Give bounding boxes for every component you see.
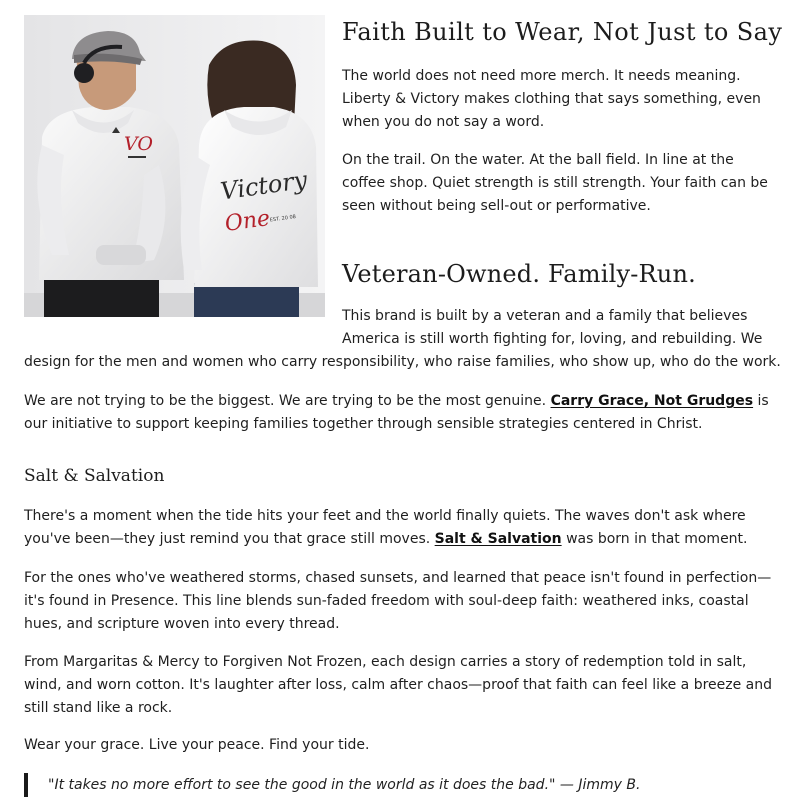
section-heading-faith: Faith Built to Wear, Not Just to Say xyxy=(342,18,783,46)
text-segment: We are not trying to be the biggest. We are trying to be the most genuine. xyxy=(24,393,551,409)
paragraph-salt-3: From Margaritas & Mercy to Forgiven Not Frozen, each design carries a story of redemption told in salt, wind, and worn cotton. It's laughter after loss, calm after chaos—proof that faith can feel like a breeze and still stand like a rock. xyxy=(24,654,773,716)
front-logo: VO xyxy=(124,133,153,155)
back-logo-top: Victory xyxy=(218,165,309,206)
paragraph-veteran-2 xyxy=(24,390,776,436)
salt-salvation-link[interactable]: Salt & Salvation xyxy=(434,531,562,547)
blockquote xyxy=(24,773,776,797)
paragraph-faith-2: On the trail. On the water. At the ball field. In line at the coffee shop. Quiet strength is still strength. Your faith can be seen without being sell-out or performative. xyxy=(342,152,768,214)
paragraph-veteran-1-end: design for the men and women who carry responsibility, who raise families, who show up, who do the work. xyxy=(24,354,781,370)
text-segment: was born in that moment. xyxy=(561,531,748,547)
paragraph-salt-4: Wear your grace. Live your peace. Find your tide. xyxy=(24,737,370,753)
paragraph-veteran-1-start: This brand is built by a veteran and a family that believes America is still worth fighting for, loving, and rebuilding. We xyxy=(342,308,763,347)
text-segment: is our initiative to support keeping families together through sensible strategies centered in Christ. xyxy=(24,393,769,432)
carry-grace-link[interactable]: Carry Grace, Not Grudges xyxy=(550,393,754,409)
paragraph-salt-2: For the ones who've weathered storms, chased sunsets, and learned that peace isn't found in perfection—it's found in Presence. This line blends sun-faded freedom with soul-deep faith: weathered inks, coastal hues, and scripture woven into every thread. xyxy=(24,570,772,632)
paragraph-faith-1: The world does not need more merch. It needs meaning. Liberty & Victory makes clothing that says something, even when you do not say a word. xyxy=(342,68,761,130)
paragraph-salt-1 xyxy=(24,505,776,551)
back-small-text: EST. 20 08 xyxy=(269,213,297,224)
hoodie-models-illustration xyxy=(24,15,325,317)
hero-image xyxy=(24,15,325,317)
section-heading-salt-salvation: Salt & Salvation xyxy=(24,466,165,486)
text-segment: There's a moment when the tide hits your feet and the world finally quiets. The waves don't ask where you've been—they just remind you that grace still moves. xyxy=(24,508,746,547)
back-logo-bottom: One xyxy=(223,205,272,238)
quote-text: "It takes no more effort to see the good in the world as it does the bad." — Jimmy B. xyxy=(48,777,641,793)
section-heading-veteran: Veteran-Owned. Family-Run. xyxy=(342,260,696,288)
